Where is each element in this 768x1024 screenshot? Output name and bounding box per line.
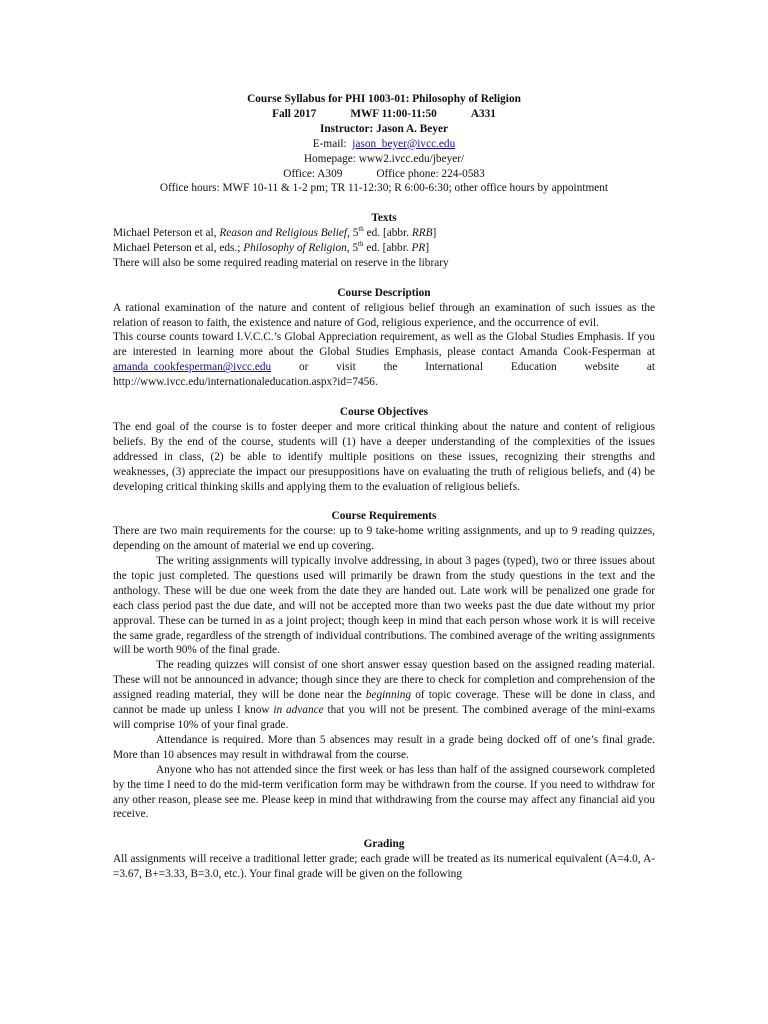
quizzes-emphasis-1: beginning bbox=[365, 689, 412, 702]
grading-paragraph: All assignments will receive a traditional letter grade; each grade will be treated as its numerical equivalent (A=4.0, A-=3.67, B+=3.33, B=3.0, etc.). Your final grade will be given on the following bbox=[113, 853, 655, 881]
withdrawal-paragraph: Anyone who has not attended since the first week or has less than half of the assigned coursework completed by the time I need to do the mid-term verification form may be withdrawn from the course. If you need to withdraw for any other reason, please see me. Please keep in mind that withdrawing from the course may affect any financial aid you receive. bbox=[113, 763, 655, 821]
term: Fall 2017 bbox=[272, 107, 317, 120]
writing-assignments-paragraph: The writing assignments will typically involve addressing, in about 3 pages (typed), two or three issues about the topic just completed. The questions used will primarily be drawn from the study questions in the text and the anthology. These will be due one week from the date they are handed out. Late work will be penalized one grade for each class period past the due date, and will not be accepted more than two weeks past the due date without my prior approval. These can be turned in as a joint project; though keep in mind that each person whose work it is will receive the same grade, regardless of the strength of individual contributions. The combined average of the writing assignments will be worth 90% of the final grade. bbox=[113, 555, 655, 657]
homepage: Homepage: www2.ivcc.edu/jbeyer/ bbox=[303, 152, 465, 165]
instructor-email-link[interactable]: jason_beyer@ivcc.edu bbox=[352, 137, 456, 150]
syllabus-page bbox=[113, 92, 655, 882]
description-heading: Course Description bbox=[337, 286, 431, 299]
book-1-edition: , 5 bbox=[347, 227, 359, 240]
book-2-title: Philosophy of Religion bbox=[243, 242, 347, 255]
office-line bbox=[113, 167, 655, 182]
global-studies-paragraph bbox=[113, 330, 655, 390]
text-book-2 bbox=[113, 241, 655, 256]
book-2-edition-suffix: th bbox=[358, 240, 364, 249]
book-1-edition-suffix: th bbox=[358, 225, 364, 234]
objectives-paragraph: The end goal of the course is to foster deeper and more critical thinking about the nature and content of religious beliefs. By the end of the course, students will (1) have a deeper understanding of the complexities of the issues addressed in class, (2) be able to identify multiple positions on these issues, recognizing their strengths and weaknesses, (3) appreciate the impact our presuppositions have on evaluating the truth of religious beliefs, and (4) be developing critical thinking skills and applying them to the evaluation of religious beliefs. bbox=[113, 420, 655, 493]
instructor-name: Instructor: Jason A. Beyer bbox=[319, 122, 449, 135]
book-1-authors: Michael Peterson et al, bbox=[113, 227, 220, 240]
quizzes-text-1: The reading quizzes will consist of one short answer essay question based on the assigned reading material. These will not be announced in advance; though since they are there to check for completion and comprehension of the assigned reading material, they will be done near the bbox=[113, 659, 655, 702]
requirements-intro: There are two main requirements for the course: up to 9 take-home writing assignments, and up to 9 reading quizzes, depending on the amount of material we end up covering. bbox=[113, 525, 655, 553]
grading-heading: Grading bbox=[363, 838, 405, 851]
quizzes-text-2: of topic coverage. These will be done in class, and cannot be made up unless I know bbox=[113, 689, 655, 717]
office-hours: Office hours: MWF 10-11 & 1-2 pm; TR 11-12:30; R 6:00-6:30; other office hours by appointment bbox=[159, 182, 609, 195]
book-1-abbr: RRB bbox=[411, 227, 433, 240]
global-studies-text-end: or visit the International Education website at http://www.ivcc.edu/internationaleducation.aspx?id=7456. bbox=[113, 361, 655, 389]
book-2-authors: Michael Peterson et al, eds.; bbox=[113, 242, 244, 255]
email-label: E-mail: bbox=[312, 137, 347, 150]
email-line bbox=[113, 137, 655, 152]
meeting-times: MWF 11:00-11:50 bbox=[350, 107, 437, 120]
objectives-heading: Course Objectives bbox=[339, 405, 429, 418]
description-paragraph: A rational examination of the nature and content of religious belief through an examination of such issues as the relation of reason to faith, the existence and nature of God, religious experience, and the occurrence of evil. bbox=[113, 301, 655, 329]
requirements-heading: Course Requirements bbox=[331, 510, 437, 523]
global-studies-text: This course counts toward I.V.C.C.’s Global Appreciation requirement, as well as the Global Studies Emphasis. If you are interested in learning more about the Global Studies Emphasis, please contact Amanda Cook-Fesperman at bbox=[113, 331, 655, 359]
office-room: Office: A309 bbox=[283, 167, 343, 180]
texts-heading: Texts bbox=[371, 212, 397, 225]
course-schedule-line bbox=[113, 107, 655, 122]
course-title: Course Syllabus for PHI 1003-01: Philosophy of Religion bbox=[247, 93, 521, 105]
reserve-note: There will also be some required reading material on reserve in the library bbox=[113, 256, 449, 269]
coordinator-email-link[interactable]: amanda_cookfesperman@ivcc.edu bbox=[113, 361, 272, 374]
quizzes-emphasis-2: in advance bbox=[273, 704, 324, 717]
book-2-abbr-label: ed. [abbr. bbox=[363, 242, 412, 255]
book-2-abbr: PR bbox=[411, 242, 426, 255]
quizzes-text-3: that you will not be present. The combined average of the mini-exams will comprise 10% of your final grade. bbox=[113, 704, 656, 731]
text-book-1 bbox=[113, 226, 655, 241]
room: A331 bbox=[470, 107, 496, 120]
book-1-title: Reason and Religious Belief bbox=[219, 227, 348, 240]
office-phone: Office phone: 224-0583 bbox=[376, 167, 485, 180]
reading-quizzes-paragraph bbox=[113, 658, 655, 733]
book-2-edition: , 5 bbox=[346, 242, 359, 255]
book-2-bracket: ] bbox=[425, 242, 430, 255]
book-1-abbr-label: ed. [abbr. bbox=[363, 227, 412, 240]
attendance-paragraph: Attendance is required. More than 5 absences may result in a grade being docked off of one’s final grade. More than 10 absences may result in withdrawal from the course. bbox=[113, 733, 655, 761]
book-1-bracket: ] bbox=[432, 227, 437, 240]
